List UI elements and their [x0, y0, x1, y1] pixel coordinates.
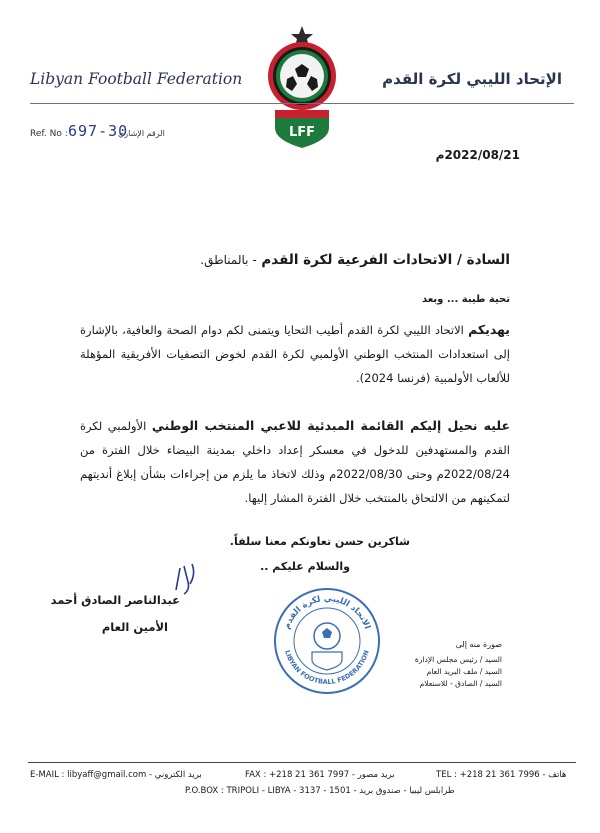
paragraph-two-lead: عليه نحيل إليكم القائمة المبدئية للاعبي المنتخب الوطني — [151, 418, 511, 433]
addressee-text: السادة / الاتحادات الفرعية لكرة القدم — [261, 252, 510, 268]
footer-telephone: TEL : +218 21 361 7996 - هاتف — [436, 770, 567, 780]
english-letterhead-title: Libyan Football Federation — [30, 70, 243, 88]
lff-crest-logo — [257, 24, 347, 149]
addressee-line — [50, 252, 510, 268]
addressee-suffix: - بالمناطق. — [200, 253, 257, 267]
paragraph-one — [80, 318, 510, 390]
footer-po-box: P.O.BOX : TRIPOLI - LIBYA - 3137 - 1501 - طرابلس ليبيا - صندوق بريد — [185, 786, 455, 796]
logo-text: LFF — [288, 125, 316, 140]
paragraph-two-text: الأولمبي لكرة القدم والمستهدفين للدخول في معسكر إعداد داخلي بمدينة البيضاء خلال الفترة من 2022/08/24م وحتى 2022/08/30م وذلك لاتخاذ ما يلزم من إجراءات بشأن إبلاغ أنديتهم لتمكينهم من الالتحاق بالمنتخب خلال الفترة المشار إليها. — [80, 419, 511, 505]
footer-divider — [28, 762, 576, 763]
paragraph-one-lead: يهديكم — [468, 322, 510, 337]
signer-position: الأمين العام — [101, 620, 168, 634]
closing-salutation: والسلام عليكم .. — [260, 560, 350, 573]
official-stamp — [272, 586, 382, 696]
closing-thanks: شاكرين حسن تعاونكم معنا سلفاً. — [229, 535, 410, 548]
arabic-letterhead-title: الإتحاد الليبي لكرة القدم — [382, 70, 562, 88]
paragraph-two — [80, 414, 510, 510]
paragraph-one-text: الاتحاد الليبي لكرة القدم أطيب التحايا ويتمنى لكم دوام الصحة والعافية، بالإشارة إلى استعدادات المنتخب الوطني الأولمبي لكرة القدم لخوض التصفيات الأفريقية المؤهلة للألعاب الأولمبية (فرنسا 2024). — [80, 323, 510, 385]
stamp-english-text: LIBYAN FOOTBALL FEDERATION — [283, 649, 371, 687]
greeting-line: تحية طيبة ... وبعد — [422, 294, 510, 305]
footer-email: E-MAIL : libyaff@gmail.com - بريد الكتروني — [30, 770, 202, 780]
reference-number: 697-30 — [68, 122, 129, 140]
copy-to-item: السيد / ملف البريد العام — [426, 667, 502, 676]
letter-date: 2022/08/21م — [435, 148, 520, 162]
copy-to-list — [415, 654, 502, 690]
stamp-arabic-text: الاتحاد الليبي لكرة القدم — [282, 593, 372, 631]
copy-to-item: السيد / الصادق - للاستعلام — [419, 679, 502, 688]
reference-label-arabic: الرقم الإشاري — [118, 129, 165, 138]
svg-text:LIBYAN FOOTBALL FEDERATION — [283, 649, 371, 686]
signer-name: عبدالناصر الصادق أحمد — [50, 593, 180, 607]
copy-to-title: صورة منه إلى — [455, 640, 502, 649]
copy-to-item: السيد / رئيس مجلس الإدارة — [414, 655, 502, 664]
footer-fax: FAX : +218 21 361 7997 - بريد مصور — [245, 770, 395, 780]
header-divider — [30, 103, 574, 104]
reference-label: Ref. No : — [30, 129, 68, 139]
